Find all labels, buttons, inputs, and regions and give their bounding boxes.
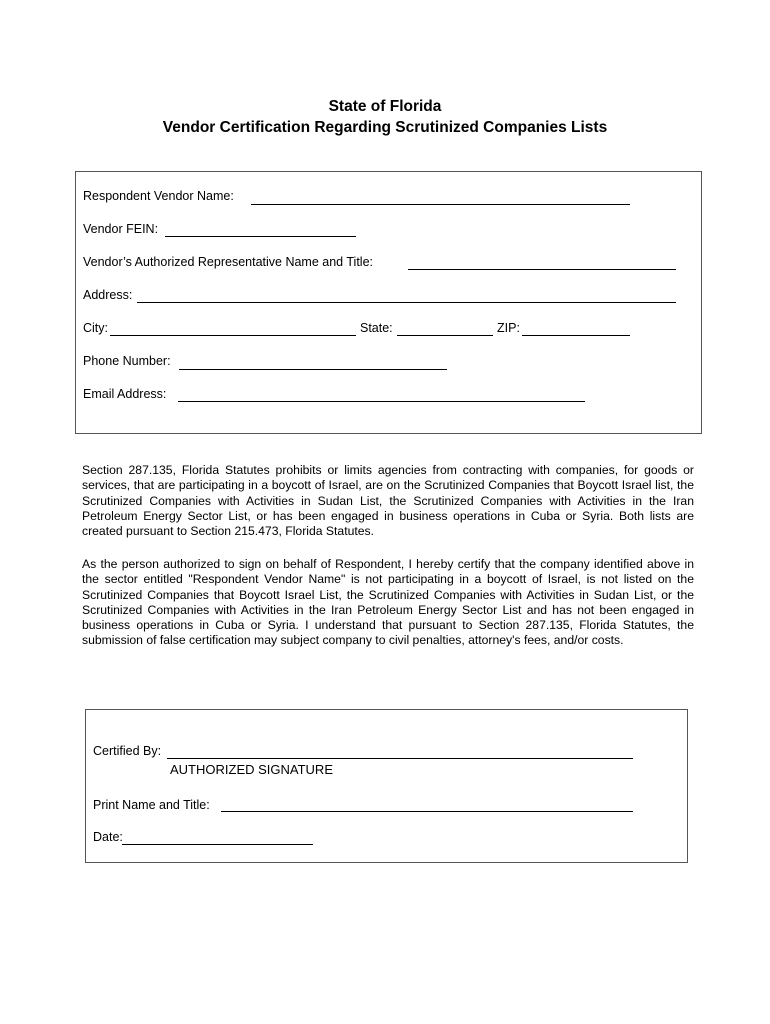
print-name-field[interactable] (221, 797, 633, 812)
phone-label: Phone Number: (83, 354, 171, 368)
authorized-rep-label: Vendor’s Authorized Representative Name and Title: (83, 255, 373, 269)
address-label: Address: (83, 288, 133, 302)
print-name-label: Print Name and Title: (93, 798, 210, 812)
authorized-rep-field[interactable] (408, 255, 676, 270)
authorized-signature-caption: AUTHORIZED SIGNATURE (170, 762, 333, 777)
zip-field[interactable] (522, 321, 630, 336)
certified-by-label: Certified By: (93, 744, 162, 758)
vendor-fein-field[interactable] (165, 222, 356, 237)
date-label: Date: (93, 830, 123, 844)
address-field[interactable] (137, 288, 676, 303)
certification-paragraph: As the person authorized to sign on behalf of Respondent, I hereby certify that the company identified above in the sector entitled "Respondent Vendor Name" is not participating in a boycott of Israel, is not listed on the Scrutinized Companies that Boycott Israel List, the Scrutinized Companies with Activities in Sudan List, or the Scrutinized Companies with Activities in the Iran Petroleum Energy Sector List and has not been engaged in business operations in Cuba or Syria. I understand that pursuant to Section 287.135, Florida Statutes, the submission of false certification may subject company to civil penalties, attorney's fees, and/or costs. (82, 557, 694, 648)
page-subtitle: Vendor Certification Regarding Scrutinized Companies Lists (162, 119, 608, 136)
zip-label: ZIP: (497, 321, 520, 335)
email-label: Email Address: (83, 387, 167, 401)
vendor-fein-label: Vendor FEIN: (83, 222, 159, 236)
statute-paragraph: Section 287.135, Florida Statutes prohibits or limits agencies from contracting with companies, for goods or services, that are participating in a boycott of Israel, are on the Scrutinized Companies that Boycott Israel list, the Scrutinized Companies with Activities in Sudan List, the Scrutinized Companies with Activities in the Iran Petroleum Energy Sector List, or has been engaged in business operations in Cuba or Syria. Both lists are created pursuant to Section 215.473, Florida Statutes. (82, 463, 694, 539)
email-field[interactable] (178, 387, 585, 402)
respondent-vendor-name-field[interactable] (251, 190, 630, 205)
page-title: State of Florida (328, 98, 442, 115)
date-field[interactable] (122, 830, 313, 845)
state-label: State: (360, 321, 393, 335)
signature-field[interactable] (167, 744, 633, 759)
city-field[interactable] (110, 321, 356, 336)
state-field[interactable] (397, 321, 493, 336)
phone-field[interactable] (179, 355, 447, 370)
city-label: City: (83, 321, 108, 335)
respondent-vendor-name-label: Respondent Vendor Name: (83, 189, 234, 203)
